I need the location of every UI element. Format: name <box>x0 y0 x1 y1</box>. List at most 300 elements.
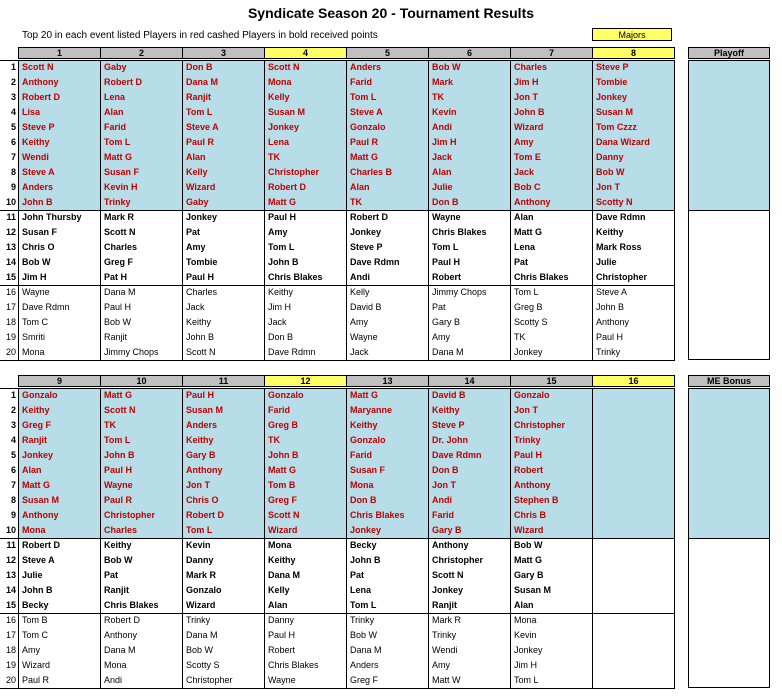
event-header: 16 <box>592 375 675 387</box>
player-cell: John B <box>22 585 53 595</box>
player-cell: Wizard <box>268 525 298 535</box>
player-cell: Alan <box>186 152 206 162</box>
player-cell: Tom L <box>186 107 213 117</box>
player-cell: Gonzalo <box>350 122 386 132</box>
event-header: 4 <box>264 47 347 59</box>
player-cell: Tom E <box>514 152 541 162</box>
player-cell: Anthony <box>186 465 223 475</box>
event-header: 10 <box>100 375 183 387</box>
player-cell: Paul R <box>186 137 215 147</box>
player-cell: Trinky <box>596 347 621 357</box>
event-header: 12 <box>264 375 347 387</box>
player-cell: Jonkey <box>268 122 300 132</box>
player-cell: Smriti <box>22 332 45 342</box>
player-cell: Greg F <box>22 420 52 430</box>
row-number: 8 <box>10 167 16 177</box>
row-number: 15 <box>5 600 16 610</box>
row-number: 2 <box>10 77 16 87</box>
player-cell: Christopher <box>268 167 320 177</box>
player-cell: Kelly <box>350 287 370 297</box>
player-cell: Don B <box>350 495 377 505</box>
player-cell: Mona <box>104 660 127 670</box>
player-cell: John B <box>268 257 299 267</box>
player-cell: Chris Blakes <box>514 272 569 282</box>
player-cell: Amy <box>514 137 534 147</box>
player-cell: Trinky <box>432 630 457 640</box>
player-cell: Amy <box>186 242 206 252</box>
event-header: 11 <box>182 375 265 387</box>
player-cell: Farid <box>350 77 373 87</box>
player-cell <box>593 598 674 613</box>
player-cell: Dana M <box>186 630 218 640</box>
player-cell: Anders <box>22 182 54 192</box>
player-cell: Tom C <box>22 630 49 640</box>
player-cell: Tombie <box>186 257 218 267</box>
player-cell: Scott N <box>432 570 464 580</box>
player-cell: Bob W <box>350 630 378 640</box>
player-cell: Scott N <box>268 510 300 520</box>
player-cell: Farid <box>432 510 455 520</box>
row-number: 5 <box>10 122 16 132</box>
row-number: 12 <box>5 227 16 237</box>
player-cell: Matt G <box>350 390 378 400</box>
player-cell: Dana M <box>350 645 382 655</box>
player-cell: Pat <box>104 570 119 580</box>
row-number: 19 <box>5 660 16 670</box>
player-cell: Paul R <box>22 675 50 685</box>
player-cell: Robert D <box>350 212 388 222</box>
player-cell <box>593 448 674 463</box>
row-number: 16 <box>5 287 16 297</box>
player-cell: Jack <box>350 347 369 357</box>
player-cell: Jonkey <box>350 525 382 535</box>
player-cell: Steve A <box>22 167 55 177</box>
player-cell: Chris Blakes <box>350 510 405 520</box>
player-cell: Tom L <box>514 675 539 685</box>
player-cell <box>593 418 674 433</box>
row-number: 7 <box>10 152 16 162</box>
player-cell <box>593 433 674 448</box>
player-cell: Jonkey <box>186 212 218 222</box>
row-number: 13 <box>5 570 16 580</box>
player-cell: Keithy <box>596 227 624 237</box>
player-cell: Scotty S <box>514 317 548 327</box>
section-divider <box>0 613 675 614</box>
player-cell <box>593 463 674 478</box>
player-cell <box>593 508 674 523</box>
player-cell: John B <box>350 555 381 565</box>
event-header: 13 <box>346 375 429 387</box>
player-cell: Tom B <box>268 480 296 490</box>
player-cell: Charles B <box>350 167 393 177</box>
player-cell: Mona <box>268 540 292 550</box>
player-cell: Greg F <box>268 495 298 505</box>
player-cell: Chris Blakes <box>432 227 487 237</box>
player-cell: David B <box>432 390 466 400</box>
player-cell: Dana Wizard <box>596 137 650 147</box>
player-cell: Chris O <box>186 495 219 505</box>
player-cell: Dave Rdmn <box>350 257 400 267</box>
player-cell: Scott N <box>104 405 136 415</box>
player-cell: Tom L <box>350 600 377 610</box>
row-number: 3 <box>10 92 16 102</box>
player-cell: Kelly <box>186 167 208 177</box>
player-cell: Lena <box>104 92 126 102</box>
player-cell: Susan F <box>104 167 140 177</box>
player-cell: Jim H <box>22 272 47 282</box>
player-cell: Bob W <box>22 257 51 267</box>
player-cell: Wizard <box>186 182 216 192</box>
player-cell: Bob W <box>514 540 543 550</box>
player-cell: Paul H <box>596 332 624 342</box>
player-cell: Kevin <box>432 107 457 117</box>
player-cell: Keithy <box>350 420 378 430</box>
player-cell: Robert <box>268 645 296 655</box>
player-cell: Trinky <box>104 197 131 207</box>
player-cell: Matt G <box>350 152 378 162</box>
player-cell: Matt G <box>22 480 50 490</box>
player-cell: Chris Blakes <box>268 660 319 670</box>
player-cell: Scott N <box>186 347 216 357</box>
player-cell: Jim H <box>268 302 291 312</box>
row-number: 15 <box>5 272 16 282</box>
player-cell: Farid <box>104 122 127 132</box>
player-cell: Wizard <box>22 660 51 670</box>
player-cell: Mona <box>22 347 45 357</box>
row-number: 4 <box>10 435 16 445</box>
player-cell: Chris O <box>22 242 55 252</box>
player-cell: Tom L <box>104 137 131 147</box>
player-cell: Scotty S <box>186 660 220 670</box>
row-number: 5 <box>10 450 16 460</box>
player-cell: John B <box>186 332 215 342</box>
player-cell: Christopher <box>104 510 156 520</box>
player-cell: Jack <box>268 317 287 327</box>
player-cell: Anthony <box>104 630 138 640</box>
player-cell: Tom L <box>186 525 213 535</box>
player-cell: Andi <box>104 675 123 685</box>
player-cell: Dave Rdmn <box>268 347 316 357</box>
row-number: 9 <box>10 182 16 192</box>
player-cell: Steve P <box>432 420 465 430</box>
row-number: 14 <box>5 585 16 595</box>
player-cell: Dana M <box>432 347 464 357</box>
player-cell <box>593 388 674 403</box>
player-cell: Keithy <box>22 405 50 415</box>
player-cell <box>593 643 674 658</box>
player-cell: Paul H <box>104 465 133 475</box>
side-header: ME Bonus <box>688 375 770 387</box>
side-divider <box>688 538 770 539</box>
row-number: 1 <box>10 390 16 400</box>
player-cell: Pat <box>350 570 365 580</box>
player-cell: Jon T <box>514 92 538 102</box>
player-cell: Tom L <box>350 92 377 102</box>
row-number: 4 <box>10 107 16 117</box>
player-cell: Kevin <box>186 540 211 550</box>
player-cell: Scott N <box>268 62 300 72</box>
player-cell: TK <box>514 332 526 342</box>
player-cell: Paul H <box>514 450 543 460</box>
player-cell: Kevin <box>514 630 537 640</box>
player-cell: Alan <box>104 107 124 117</box>
section-divider <box>0 285 675 286</box>
row-number: 10 <box>5 197 16 207</box>
player-cell: Gonzalo <box>514 390 550 400</box>
player-cell: Keithy <box>104 540 132 550</box>
player-cell: Becky <box>22 600 49 610</box>
player-cell: Bob W <box>104 555 133 565</box>
player-cell <box>593 538 674 553</box>
player-cell: Becky <box>350 540 377 550</box>
player-cell: Dr. John <box>432 435 469 445</box>
player-cell: Wizard <box>186 600 216 610</box>
player-cell: Christopher <box>186 675 233 685</box>
player-cell: Matt G <box>514 555 542 565</box>
row-number: 11 <box>6 212 16 222</box>
section-divider <box>0 538 675 539</box>
player-cell: Anthony <box>596 317 630 327</box>
row-number: 18 <box>5 317 16 327</box>
player-cell: Susan M <box>514 585 552 595</box>
player-cell: Lena <box>350 585 372 595</box>
player-cell: Charles <box>104 525 138 535</box>
player-cell: Pat <box>514 257 529 267</box>
row-number: 2 <box>10 405 16 415</box>
player-cell: Steve A <box>22 555 55 565</box>
legend-note: Top 20 in each event listed Players in red cashed Players in bold received points <box>22 30 378 41</box>
player-cell: Anders <box>350 62 382 72</box>
event-header: 9 <box>18 375 101 387</box>
player-cell: Ranjit <box>104 332 128 342</box>
player-cell: Robert D <box>186 510 224 520</box>
player-cell: Alan <box>514 212 534 222</box>
player-cell: Dave Rdmn <box>22 302 70 312</box>
player-cell: Julie <box>596 257 617 267</box>
player-cell: Matt G <box>104 152 132 162</box>
player-cell: Alan <box>22 465 42 475</box>
player-cell: Ranjit <box>186 92 212 102</box>
row-number: 6 <box>10 465 16 475</box>
player-cell: Don B <box>186 62 213 72</box>
row-number: 20 <box>5 347 16 357</box>
player-cell: Keithy <box>22 137 50 147</box>
player-cell: Paul H <box>268 630 296 640</box>
player-cell: Lisa <box>22 107 41 117</box>
player-cell: Steve P <box>596 62 629 72</box>
player-cell <box>593 583 674 598</box>
player-cell: Gary B <box>186 450 216 460</box>
player-cell: Amy <box>350 317 368 327</box>
player-cell: Anthony <box>514 480 551 490</box>
row-number: 1 <box>10 62 16 72</box>
player-cell <box>593 403 674 418</box>
player-cell: TK <box>268 152 280 162</box>
player-cell: Scott N <box>22 62 54 72</box>
player-cell: Matt W <box>432 675 461 685</box>
player-cell: John B <box>596 302 625 312</box>
player-cell: Susan M <box>596 107 634 117</box>
player-cell: Gonzalo <box>350 435 386 445</box>
player-cell: Wendi <box>22 152 49 162</box>
row-number: 17 <box>5 302 16 312</box>
event-header: 15 <box>510 375 593 387</box>
player-cell: Alan <box>350 182 370 192</box>
player-cell: Greg B <box>268 420 299 430</box>
player-cell: Bob C <box>514 182 541 192</box>
player-cell: Christopher <box>596 272 648 282</box>
player-cell: Keithy <box>186 435 214 445</box>
player-cell: Anders <box>186 420 218 430</box>
player-cell: Matt G <box>104 390 132 400</box>
player-cell: Robert D <box>104 77 142 87</box>
player-cell: Gonzalo <box>186 585 222 595</box>
player-cell: Paul H <box>186 390 215 400</box>
player-cell: John B <box>104 450 135 460</box>
event-header: 1 <box>18 47 101 59</box>
event-header: 14 <box>428 375 511 387</box>
row-number: 7 <box>10 480 16 490</box>
player-cell: Gary B <box>514 570 544 580</box>
player-cell: Steve P <box>350 242 383 252</box>
player-cell: Gaby <box>186 197 209 207</box>
player-cell: Bob W <box>432 62 461 72</box>
player-cell: Anthony <box>22 77 59 87</box>
player-cell: Jonkey <box>350 227 382 237</box>
player-cell: Dana M <box>104 645 136 655</box>
player-cell: Don B <box>432 197 459 207</box>
player-cell: Amy <box>22 645 40 655</box>
player-cell: John B <box>514 107 545 117</box>
player-cell: Greg F <box>104 257 134 267</box>
player-cell: Pat <box>186 227 201 237</box>
row-number: 20 <box>5 675 16 685</box>
player-cell: Mona <box>268 77 292 87</box>
player-cell: Kelly <box>268 585 290 595</box>
player-cell: Farid <box>268 405 291 415</box>
player-cell: Christopher <box>514 420 566 430</box>
player-cell: Susan F <box>350 465 386 475</box>
row-number: 12 <box>5 555 16 565</box>
player-cell: Lena <box>268 137 290 147</box>
player-cell: Bob W <box>596 167 625 177</box>
player-cell: Mark R <box>104 212 135 222</box>
player-cell <box>593 553 674 568</box>
player-cell: Robert D <box>22 92 60 102</box>
player-cell: Jonkey <box>22 450 54 460</box>
player-cell: Bob W <box>186 645 214 655</box>
section-divider <box>0 210 675 211</box>
row-number: 11 <box>6 540 16 550</box>
player-cell: Trinky <box>514 435 541 445</box>
player-cell: Jon T <box>596 182 620 192</box>
player-cell: Greg F <box>350 675 379 685</box>
section-divider <box>0 60 675 61</box>
player-cell <box>593 628 674 643</box>
player-cell: Scott N <box>104 227 136 237</box>
player-cell <box>593 613 674 628</box>
player-cell: Wizard <box>514 122 544 132</box>
player-cell: Bob W <box>104 317 132 327</box>
player-cell: Paul R <box>350 137 379 147</box>
player-cell: Amy <box>432 332 450 342</box>
player-cell: Jon T <box>514 405 538 415</box>
player-cell: Susan M <box>22 495 60 505</box>
player-cell: Chris Blakes <box>268 272 323 282</box>
row-number: 18 <box>5 645 16 655</box>
row-number: 14 <box>5 257 16 267</box>
player-cell: Jack <box>186 302 205 312</box>
player-cell: John B <box>22 197 53 207</box>
player-cell <box>593 673 674 688</box>
player-cell: Ranjit <box>104 585 130 595</box>
player-cell: Gaby <box>104 62 127 72</box>
player-cell: Mark Ross <box>596 242 642 252</box>
row-number: 13 <box>5 242 16 252</box>
section-divider <box>0 688 675 689</box>
player-cell: Amy <box>432 660 450 670</box>
player-cell: Trinky <box>186 615 211 625</box>
player-cell: Wayne <box>104 480 133 490</box>
player-cell: Susan M <box>186 405 224 415</box>
player-cell: Dana M <box>186 77 219 87</box>
player-cell: Dana M <box>268 570 301 580</box>
event-header: 7 <box>510 47 593 59</box>
player-cell: Andi <box>432 495 452 505</box>
player-cell: Jim H <box>514 660 537 670</box>
player-cell: Susan F <box>22 227 58 237</box>
player-cell: Dana M <box>104 287 136 297</box>
player-cell: Robert <box>514 465 543 475</box>
player-cell: Don B <box>432 465 459 475</box>
player-cell: Robert D <box>268 182 306 192</box>
row-number: 9 <box>10 510 16 520</box>
player-cell: Paul H <box>432 257 461 267</box>
player-cell: Anthony <box>22 510 59 520</box>
player-cell: Jonkey <box>432 585 464 595</box>
section-divider <box>0 388 675 389</box>
player-cell: Mona <box>350 480 374 490</box>
player-cell: Julie <box>432 182 453 192</box>
player-cell: Jon T <box>432 480 456 490</box>
player-cell: Alan <box>268 600 288 610</box>
player-cell: Anthony <box>514 197 551 207</box>
player-cell: Jack <box>514 167 535 177</box>
player-cell: Matt G <box>268 465 296 475</box>
player-cell: Lena <box>514 242 536 252</box>
player-cell: Jim H <box>432 137 457 147</box>
player-cell: Maryanne <box>350 405 393 415</box>
player-cell: Andi <box>432 122 452 132</box>
player-cell: Danny <box>596 152 624 162</box>
player-cell <box>593 478 674 493</box>
player-cell: Charles <box>186 287 218 297</box>
player-cell: Tom B <box>22 615 48 625</box>
player-cell: Keithy <box>268 287 294 297</box>
player-cell: Gonzalo <box>268 390 304 400</box>
player-cell: Keithy <box>268 555 296 565</box>
player-cell: John B <box>268 450 299 460</box>
player-cell: Robert D <box>104 615 141 625</box>
player-cell: Pat H <box>104 272 128 282</box>
player-cell: John Thursby <box>22 212 82 222</box>
player-cell: Tom C <box>22 317 49 327</box>
player-cell: Dave Rdmn <box>596 212 646 222</box>
player-cell: Steve P <box>22 122 55 132</box>
player-cell: Jim H <box>514 77 539 87</box>
player-cell: Don B <box>268 332 294 342</box>
player-cell: Alan <box>514 600 534 610</box>
